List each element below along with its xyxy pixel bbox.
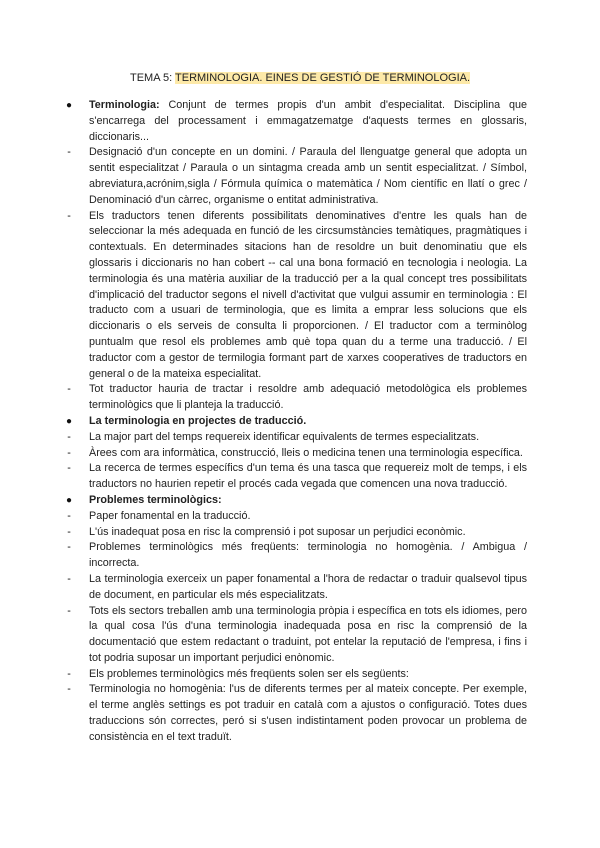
item-text: Els problemes terminològics més freqüents solen ser els següents: xyxy=(89,667,409,680)
dash-icon: - xyxy=(67,604,71,617)
dash-icon: - xyxy=(67,446,71,459)
item-text: Els traductors tenen diferents possibilitats denominatives d'entre les quals han de seleccionar la més adequada en funció de les circsumstàncies temàtiques, pragmàtiques i contextuals. En determinades sitacions han de resoldre un buit denominatiu que els glossaris i diccionaris no han cobert -- cal una bona formació en tecnologia i neologia. La terminologia és una matèria auxiliar de la traducció per a la qual concept tres possibilitats d'implicació del traductor segons el nivell d'activitat que vulgui assumir en terminologia : El traducto com a usuari de terminologia, que es limita a emprar less solucions que els diccionaris o els serveis de consulta li proporcionen. / El traductor com a terminòlog puntualm que resol els problemes amb què topa quan du a terme una traducció. / El traductor com a gestor de termilogia formant part de xarxes cooperatives de traductors en general o de la mateixa especialitat. xyxy=(89,209,527,380)
item-text: Àrees com ara informàtica, construcció, lleis o medicina tenen una terminologia específica. xyxy=(89,446,523,459)
bullet-icon: ● xyxy=(65,100,73,111)
dash-item xyxy=(67,209,527,383)
dash-icon: - xyxy=(67,430,71,443)
document-body xyxy=(65,98,527,746)
item-text: Problemes terminològics més freqüents: terminologia no homogènia. / Ambigua / incorrecta. xyxy=(89,541,527,570)
dash-icon: - xyxy=(67,667,71,680)
dash-item xyxy=(67,382,527,414)
page-title xyxy=(0,70,600,86)
dash-item xyxy=(67,525,527,541)
dash-item xyxy=(67,667,527,683)
dash-item xyxy=(67,509,527,525)
item-text: Designació d'un concepte en un domini. / Paraula del llenguatge general que adopta un sentit especialitzat / Paraula o un sintagma creada amb un sentit especialitzat. / Símbol, abreviatura,acrónim,sigla / Fórmula química o matemàtica / Nom científic en llatí o grec / Denominació d'un càrrec, organisme o entitat administrativa. xyxy=(89,146,527,206)
dash-icon: - xyxy=(67,146,71,159)
bullet-icon: ● xyxy=(65,494,73,506)
dash-icon: - xyxy=(67,683,71,696)
dash-icon: - xyxy=(67,541,71,554)
item-text: La recerca de termes específics d'un tema és una tasca que requereiz molt de temps, i els traductors no haurien repetir el procés cada vegada que comencen una nova traducció. xyxy=(89,462,527,491)
item-text: Tots els sectors treballen amb una terminologia pròpia i específica en tots els idiomes, pero la qual cosa l'ús d'una terminologia inadequada posa en risc la comprensió de la documentació que estem redactant o traduint, pot entelar la reputació de l'empresa, i fins i tot podria suposar un important perjudici enònomic. xyxy=(89,604,527,664)
dash-item xyxy=(67,145,527,208)
dash-icon: - xyxy=(67,383,71,396)
dash-item xyxy=(67,461,527,493)
item-heading: La terminologia en projectes de traducció. xyxy=(89,414,307,427)
dash-icon: - xyxy=(67,209,71,222)
item-text: La major part del temps requereix identificar equivalents de termes especialitzats. xyxy=(89,430,480,443)
dash-item xyxy=(67,540,527,572)
dash-item xyxy=(67,446,527,462)
item-heading: Terminologia: xyxy=(89,99,160,111)
title-prefix: TEMA 5: xyxy=(129,72,173,84)
dash-icon: - xyxy=(67,509,71,522)
dash-item xyxy=(67,604,527,667)
item-text: Conjunt de termes propis d'un ambit d'especialitat. Disciplina que s'encarrega del processament i emmagatzematge d'aquests termes en glossaris, diccionaris... xyxy=(89,99,527,143)
bullet-item xyxy=(65,493,527,509)
bullet-item xyxy=(65,98,527,145)
item-text: Tot traductor hauria de tractar i resoldre amb adequació metodològica els problemes terminològics que li planteja la traducció. xyxy=(89,383,527,412)
bullet-icon: ● xyxy=(65,415,73,427)
item-text: Paper fonamental en la traducció. xyxy=(89,509,251,522)
dash-item xyxy=(67,682,527,745)
item-text: L'ús inadequat posa en risc la comprensió i pot suposar un perjudici econòmic. xyxy=(89,525,466,538)
dash-item xyxy=(67,572,527,604)
dash-item xyxy=(67,430,527,446)
dash-icon: - xyxy=(67,462,71,475)
item-text: La terminologia exerceix un paper fonamental a l'hora de redactar o traduir qualsevol tipus de document, en particular els més especialitzats. xyxy=(89,572,527,601)
dash-icon: - xyxy=(67,525,71,538)
item-text: Terminologia no homogènia: l'us de diferents termes per al mateix concepte. Per exemple, el terme anglès settings es pot traduir en català com a ajustos o configuració. Totes dues traduccions són correctes, peró si s'usen indistintament poden provocar un problema de consistència en el text traduït. xyxy=(89,683,527,743)
title-highlight: TERMINOLOGIA. EINES DE GESTIÓ DE TERMINOLOGIA. xyxy=(175,72,471,84)
dash-icon: - xyxy=(67,572,71,585)
item-heading: Problemes terminològics: xyxy=(89,493,222,506)
bullet-item xyxy=(65,414,527,430)
